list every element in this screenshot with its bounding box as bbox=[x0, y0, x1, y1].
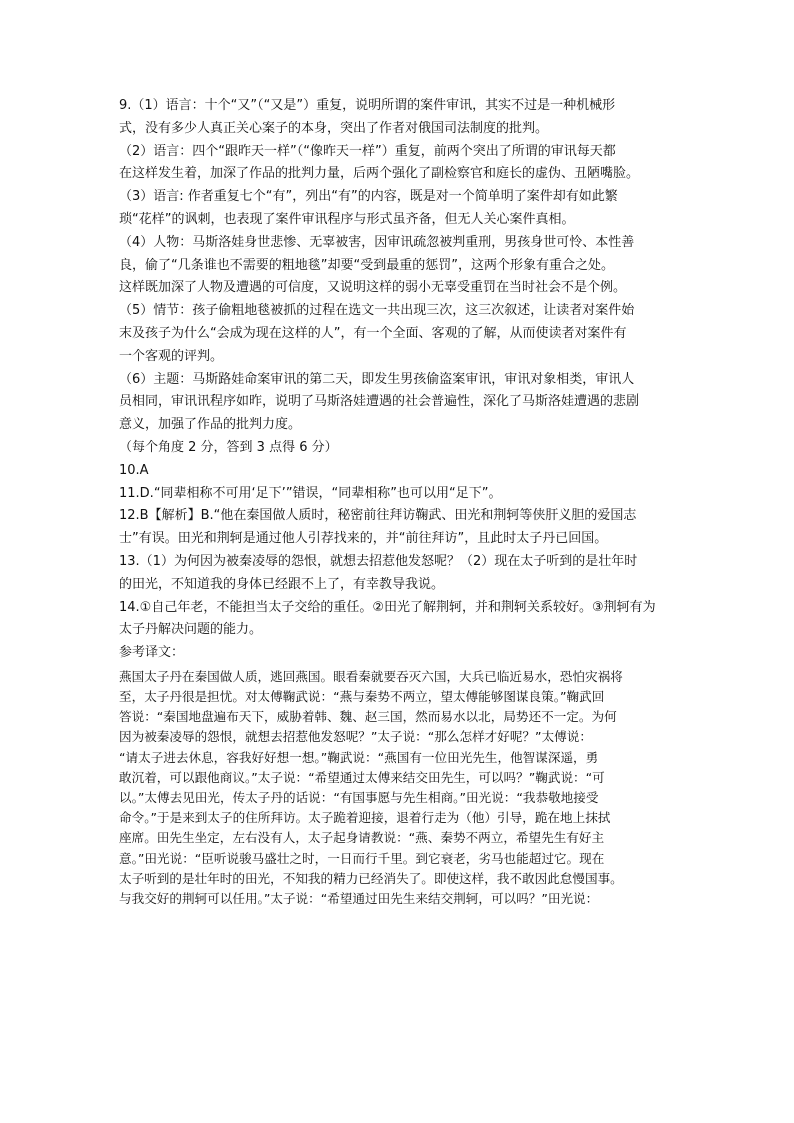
text-line: （3）语言: 作者重复七个“有”，列出“有”的内容，既是对一个简单明了案件却有如此繁 bbox=[119, 189, 618, 205]
text-line: 燕国太子丹在秦国做人质，逃回燕国。眼看秦就要吞灭六国，大兵已临近易水，恐怕灾祸将 bbox=[119, 668, 623, 684]
answer-content bbox=[119, 95, 679, 909]
text-line: （每个角度 2 分，答到 3 点得 6 分） bbox=[119, 439, 338, 455]
text-line: 命令。”于是来到太子的住所拜访。太子跪着迎接，退着行走为（他）引导，跪在地上抹拭 bbox=[119, 810, 611, 826]
text-line: 在这样发生着，加深了作品的批判力量，后两个强化了副检察官和庭长的虚伪、丑陋嘴脸。 bbox=[119, 166, 640, 182]
text-line: 座席。田先生坐定，左右没有人，太子起身请教说：“燕、秦势不两立，希望先生有好主 bbox=[119, 830, 605, 846]
text-line: 太子听到的是壮年时的田光，不知我的精力已经消失了。即使这样，我不敢因此怠慢国事。 bbox=[119, 870, 623, 886]
text-line: 一个客观的评判。 bbox=[119, 348, 224, 364]
text-line: 至，太子丹很是担忧。对太傅鞠武说：“燕与秦势不两立，望太傅能够图谋良策。”鞠武回 bbox=[119, 689, 605, 705]
text-line: 以。”太傅去见田光，传太子丹的话说：“有国事愿与先生相商。”田光说：“我恭敬地接受 bbox=[119, 790, 599, 806]
text-line: （5）情节：孩子偷粗地毯被抓的过程在选文一共出现三次，这三次叙述，让读者对案件始 bbox=[119, 303, 635, 319]
text-line: 良，偷了“几条谁也不需要的粗地毯”却要“受到最重的惩罚”，这两个形象有重合之处。 bbox=[119, 257, 614, 273]
text-line: 14.①自己年老，不能担当太子交给的重任。②田光了解荆轲，并和荆轲关系较好。③荆轲有为 bbox=[119, 599, 656, 615]
text-line: （4）人物：马斯洛娃身世悲惨、无辜被害，因审讯疏忽被判重刑，男孩身世可怜、本性善 bbox=[119, 234, 635, 250]
text-line: 13.（1）为何因为被秦凌辱的怨恨，就想去招惹他发怒呢？（2）现在太子听到的是壮年时 bbox=[119, 553, 638, 569]
text-line: 意义，加强了作品的批判力度。 bbox=[119, 417, 302, 433]
text-line: 意。”田光说：“臣听说骏马盛壮之时，一日而行千里。到它衰老，劣马也能超过它。现在 bbox=[119, 850, 605, 866]
text-line: “请太子进去休息，容我好好想一想。”鞠武说：“燕国有一位田光先生，他智谋深遥，勇 bbox=[119, 749, 599, 765]
text-line: 敢沉着，可以跟他商议。”太子说：“希望通过太傅来结交田先生，可以吗？”鞠武说：“可 bbox=[119, 769, 605, 785]
text-line: 太子丹解决问题的能力。 bbox=[119, 622, 263, 638]
text-line: 因为被秦凌辱的怨恨，就想去招惹他发怒呢？”太子说：“那么怎样才好呢？”太傅说： bbox=[119, 729, 592, 745]
translation-section bbox=[119, 667, 679, 909]
text-line: 12.B【解析】B.“他在秦国做人质时，秘密前往拜访鞠武、田光和荆轲等侠肝义胆的爱国志 bbox=[119, 508, 637, 524]
text-line: 末及孩子为什么“会成为现在这样的人”，有一个全面、客观的了解，从而使读者对案件有 bbox=[119, 325, 627, 341]
section-heading: 参考译文： bbox=[119, 645, 185, 661]
text-line: 的田光，不知道我的身体已经跟不上了，有幸教导我说。 bbox=[119, 576, 445, 592]
text-line: 与我交好的荆轲可以任用。”太子说：“希望通过田先生来结交荆轲，可以吗？”田光说： bbox=[119, 890, 599, 906]
text-line: （6）主题：马斯路娃命案审讯的第二天，即发生男孩偷盗案审讯，审讯对象相类，审讯人 bbox=[119, 371, 635, 387]
answer-section bbox=[119, 95, 679, 665]
text-line: 员相同，审讯讯程序如昨，说明了马斯洛娃遭遇的社会普遍性，深化了马斯洛娃遭遇的悲剧 bbox=[119, 394, 640, 410]
text-line: 士”有误。田光和荆轲是通过他人引荐找来的，并“前往拜访”，且此时太子丹已回国。 bbox=[119, 531, 608, 547]
text-line: 11.D.“同辈相称不可用‘足下’”错误，“同辈相称”也可以用“足下”。 bbox=[119, 485, 502, 501]
text-line: 10.A bbox=[119, 462, 149, 478]
text-line: 式，没有多少人真正关心案子的本身，突出了作者对俄国司法制度的批判。 bbox=[119, 120, 549, 136]
text-line: 答说：“秦国地盘遍布天下，威胁着韩、魏、赵三国，然而易水以北，局势还不一定。为何 bbox=[119, 709, 617, 725]
text-line: 这样既加深了人物及遭遇的可信度，又说明这样的弱小无辜受重罚在当时社会不是个例。 bbox=[119, 280, 627, 296]
text-line: 9.（1）语言：十个“又”（“又是”）重复，说明所谓的案件审讯，其实不过是一种机械形 bbox=[119, 98, 616, 113]
text-line: （2）语言：四个“跟昨天一样”（“像昨天一样”）重复，前两个突出了所谓的审讯每天都 bbox=[119, 143, 616, 159]
text-line: 琐“花样”的讽刺，也表现了案件审讯程序与形式虽齐备，但无人关心案件真相。 bbox=[119, 211, 575, 227]
